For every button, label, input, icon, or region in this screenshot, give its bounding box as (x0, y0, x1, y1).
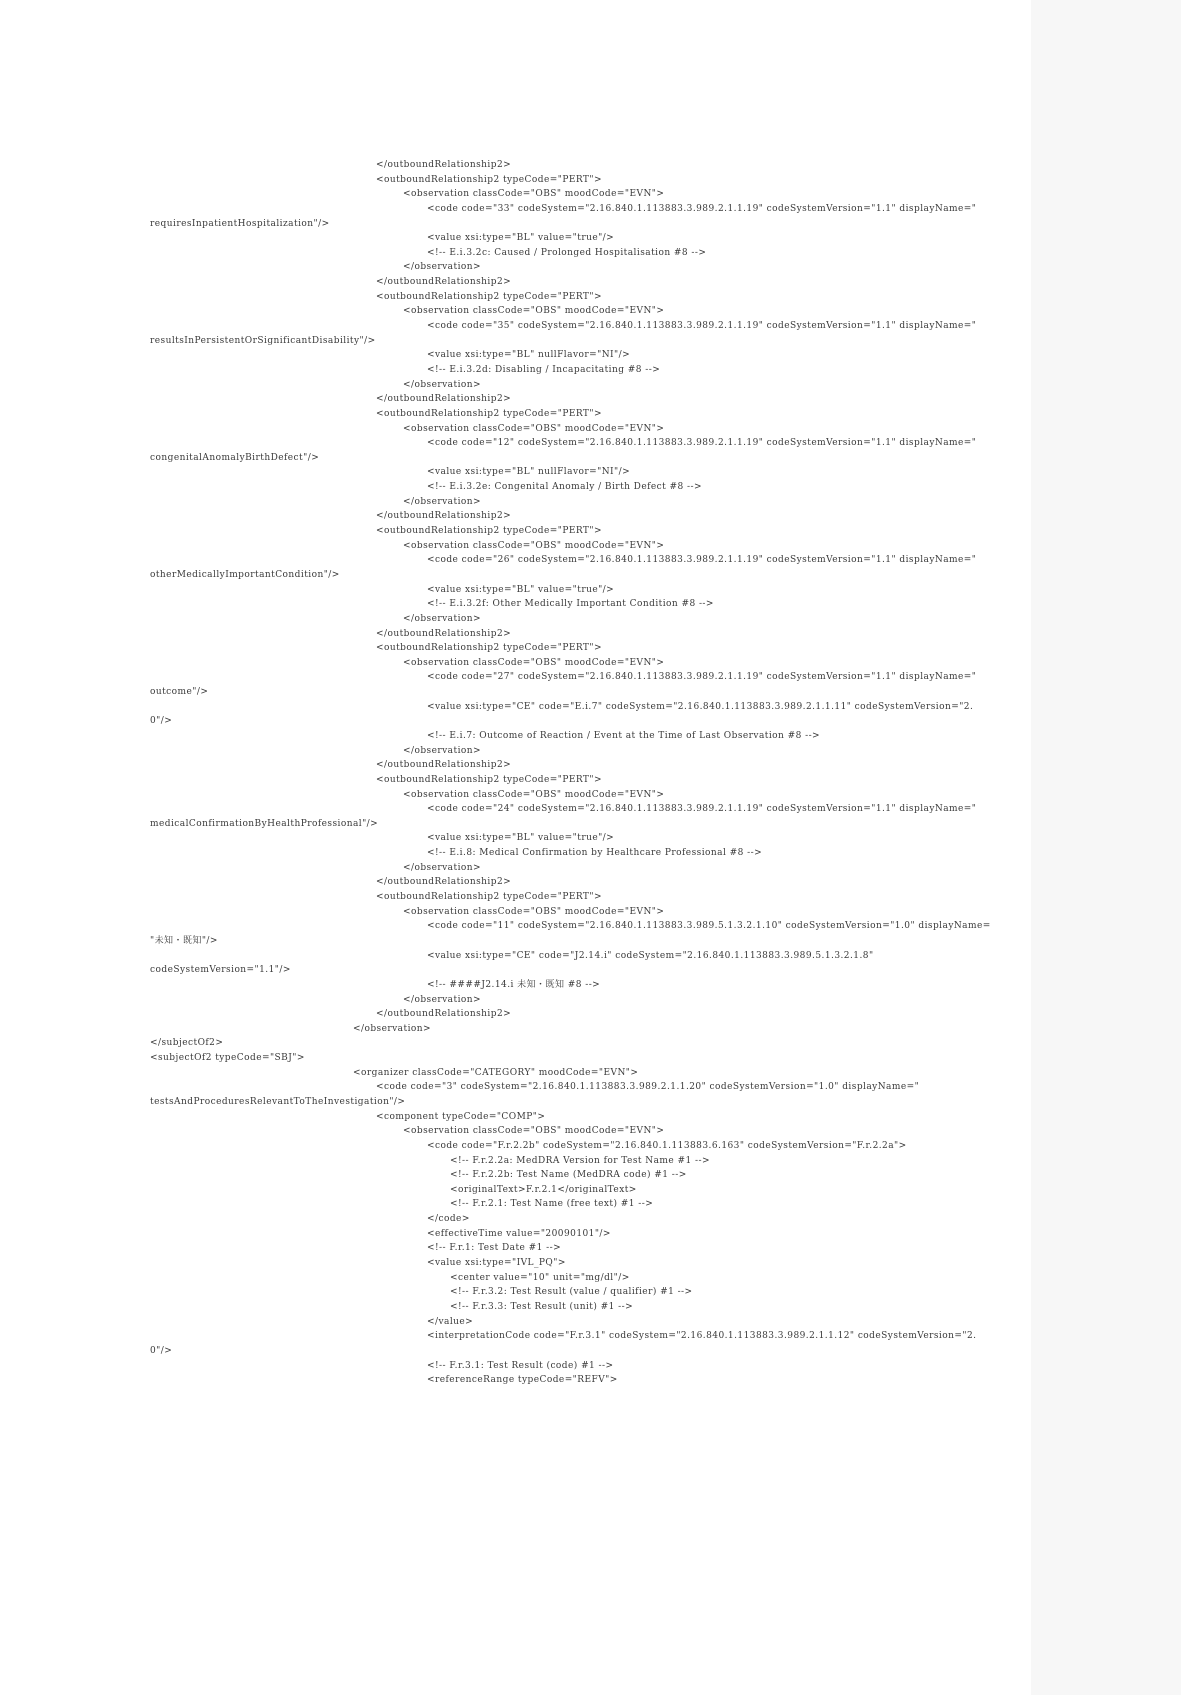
code-line: <value xsi:type="BL" value="true"/> (427, 584, 615, 595)
code-line: <outboundRelationship2 typeCode="PERT"> (376, 892, 602, 903)
code-line: <outboundRelationship2 typeCode="PERT"> (376, 643, 602, 654)
code-closing-tag-line: </outboundRelationship2> (376, 760, 512, 771)
code-comment-line: <!-- F.r.1: Test Date #1 --> (427, 1243, 562, 1254)
code-line-wrapped: otherMedicallyImportantCondition"/> (150, 569, 340, 580)
code-closing-tag-line: </outboundRelationship2> (376, 511, 512, 522)
code-closing-tag-line: </outboundRelationship2> (376, 394, 512, 405)
code-line-wrapped: resultsInPersistentOrSignificantDisability"/> (150, 335, 376, 346)
code-line: <referenceRange typeCode="REFV"> (427, 1375, 618, 1386)
code-line: <observation classCode="OBS" moodCode="EVN"> (403, 906, 665, 917)
code-closing-tag-line: </subjectOf2> (150, 1038, 224, 1049)
code-closing-tag-line: </observation> (403, 994, 482, 1005)
code-line: <originalText>F.r.2.1</originalText> (450, 1184, 637, 1195)
code-closing-tag-line: </outboundRelationship2> (376, 277, 512, 288)
code-line: <observation classCode="OBS" moodCode="EVN"> (403, 1126, 665, 1137)
code-closing-tag-line: </observation> (353, 1023, 432, 1034)
code-comment-line: <!-- E.i.3.2f: Other Medically Important Condition #8 --> (427, 599, 714, 610)
code-closing-tag-line: </observation> (403, 745, 482, 756)
code-line-wrapped: outcome"/> (150, 687, 209, 698)
code-line: <code code="27" codeSystem="2.16.840.1.113883.3.989.2.1.1.19" codeSystemVersion="1.1" displayName=" (427, 672, 977, 683)
code-closing-tag-line: </outboundRelationship2> (376, 1009, 512, 1020)
code-closing-tag-line: </observation> (403, 862, 482, 873)
code-line: <code code="12" codeSystem="2.16.840.1.113883.3.989.2.1.1.19" codeSystemVersion="1.1" displayName=" (427, 438, 977, 449)
code-line: <observation classCode="OBS" moodCode="EVN"> (403, 657, 665, 668)
code-line: <outboundRelationship2 typeCode="PERT"> (376, 774, 602, 785)
code-line: <value xsi:type="BL" nullFlavor="NI"/> (427, 467, 631, 478)
code-line: <observation classCode="OBS" moodCode="EVN"> (403, 789, 665, 800)
code-line-wrapped: codeSystemVersion="1.1"/> (150, 965, 291, 976)
code-line: <value xsi:type="BL" nullFlavor="NI"/> (427, 350, 631, 361)
code-line-wrapped: "未知・既知"/> (150, 935, 218, 946)
code-line: <code code="11" codeSystem="2.16.840.1.113883.3.989.5.1.3.2.1.10" codeSystemVersion="1.0" displayName= (427, 921, 991, 932)
code-line: <value xsi:type="BL" value="true"/> (427, 233, 615, 244)
code-line-wrapped: 0"/> (150, 716, 173, 727)
code-comment-line: <!-- F.r.3.3: Test Result (unit) #1 --> (450, 1301, 634, 1312)
code-line-wrapped: medicalConfirmationByHealthProfessional"/> (150, 818, 379, 829)
code-line: <code code="33" codeSystem="2.16.840.1.113883.3.989.2.1.1.19" codeSystemVersion="1.1" displayName=" (427, 203, 977, 214)
code-line: <observation classCode="OBS" moodCode="EVN"> (403, 423, 665, 434)
code-line: <outboundRelationship2 typeCode="PERT"> (376, 291, 602, 302)
code-line: <code code="35" codeSystem="2.16.840.1.113883.3.989.2.1.1.19" codeSystemVersion="1.1" displayName=" (427, 321, 977, 332)
code-closing-tag-line: </value> (427, 1316, 474, 1327)
code-line-wrapped: congenitalAnomalyBirthDefect"/> (150, 452, 320, 463)
code-comment-line: <!-- F.r.3.2: Test Result (value / qualifier) #1 --> (450, 1287, 693, 1298)
code-comment-line: <!-- E.i.3.2c: Caused / Prolonged Hospitalisation #8 --> (427, 247, 707, 258)
code-line: <value xsi:type="CE" code="E.i.7" codeSystem="2.16.840.1.113883.3.989.2.1.1.11" codeSystemVersion="2. (427, 701, 974, 712)
page-edge-shade (1031, 0, 1181, 1695)
code-line: <value xsi:type="BL" value="true"/> (427, 833, 615, 844)
code-line: <code code="26" codeSystem="2.16.840.1.113883.3.989.2.1.1.19" codeSystemVersion="1.1" displayName=" (427, 555, 977, 566)
code-closing-tag-line: </observation> (403, 613, 482, 624)
code-line: <value xsi:type="IVL_PQ"> (427, 1258, 566, 1269)
code-comment-line: <!-- F.r.3.1: Test Result (code) #1 --> (427, 1360, 614, 1371)
code-line-wrapped: 0"/> (150, 1345, 173, 1356)
code-line: <value xsi:type="CE" code="J2.14.i" codeSystem="2.16.840.1.113883.3.989.5.1.3.2.1.8" (427, 950, 874, 961)
code-comment-line: <!-- E.i.7: Outcome of Reaction / Event at the Time of Last Observation #8 --> (427, 730, 821, 741)
xml-code-listing (150, 158, 1030, 1388)
code-line-wrapped: requiresInpatientHospitalization"/> (150, 218, 330, 229)
code-comment-line: <!-- ####J2.14.i 未知・既知 #8 --> (427, 979, 601, 990)
code-line: <center value="10" unit="mg/dl"/> (450, 1272, 630, 1283)
code-line-wrapped: testsAndProceduresRelevantToTheInvestigation"/> (150, 1097, 406, 1107)
code-closing-tag-line: </outboundRelationship2> (376, 877, 512, 888)
code-closing-tag-line: </code> (427, 1214, 470, 1225)
code-line: <code code="F.r.2.2b" codeSystem="2.16.840.1.113883.6.163" codeSystemVersion="F.r.2.2a"> (427, 1140, 907, 1151)
code-line: <observation classCode="OBS" moodCode="EVN"> (403, 540, 665, 551)
code-comment-line: <!-- E.i.3.2e: Congenital Anomaly / Birth Defect #8 --> (427, 482, 703, 493)
code-closing-tag-line: </outboundRelationship2> (376, 160, 512, 170)
code-line: <outboundRelationship2 typeCode="PERT"> (376, 526, 602, 537)
code-line: <subjectOf2 typeCode="SBJ"> (150, 1053, 305, 1064)
code-line: <outboundRelationship2 typeCode="PERT"> (376, 408, 602, 419)
code-line: <code code="24" codeSystem="2.16.840.1.113883.3.989.2.1.1.19" codeSystemVersion="1.1" displayName=" (427, 804, 977, 815)
code-comment-line: <!-- F.r.2.2a: MedDRA Version for Test Name #1 --> (450, 1155, 710, 1166)
code-comment-line: <!-- E.i.8: Medical Confirmation by Healthcare Professional #8 --> (427, 848, 763, 859)
code-line: <organizer classCode="CATEGORY" moodCode="EVN"> (353, 1067, 639, 1078)
code-closing-tag-line: </outboundRelationship2> (376, 628, 512, 639)
code-line: <effectiveTime value="20090101"/> (427, 1228, 611, 1239)
code-closing-tag-line: </observation> (403, 379, 482, 390)
code-closing-tag-line: </observation> (403, 262, 482, 273)
code-comment-line: <!-- F.r.2.2b: Test Name (MedDRA code) #1 --> (450, 1170, 687, 1181)
code-line: <outboundRelationship2 typeCode="PERT"> (376, 174, 602, 185)
code-comment-line: <!-- E.i.3.2d: Disabling / Incapacitating #8 --> (427, 364, 661, 375)
code-closing-tag-line: </observation> (403, 496, 482, 507)
code-line: <interpretationCode code="F.r.3.1" codeSystem="2.16.840.1.113883.3.989.2.1.1.12" codeSystemVersion="2. (427, 1331, 977, 1342)
code-line: <observation classCode="OBS" moodCode="EVN"> (403, 189, 665, 200)
code-line: <component typeCode="COMP"> (376, 1111, 546, 1122)
code-line: <observation classCode="OBS" moodCode="EVN"> (403, 306, 665, 317)
code-comment-line: <!-- F.r.2.1: Test Name (free text) #1 --> (450, 1199, 654, 1210)
code-line: <code code="3" codeSystem="2.16.840.1.113883.3.989.2.1.1.20" codeSystemVersion="1.0" displayName=" (376, 1082, 920, 1093)
